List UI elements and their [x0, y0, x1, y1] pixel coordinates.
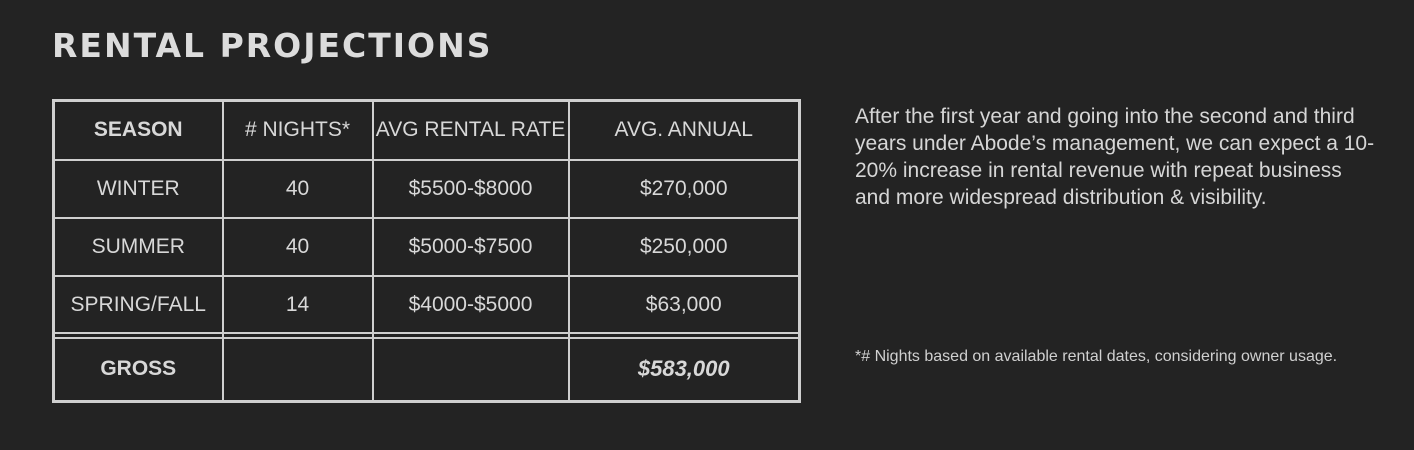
nights-cell: 40	[223, 160, 373, 218]
nights-cell: 40	[223, 218, 373, 276]
annual-cell: $270,000	[569, 160, 800, 218]
gross-nights-cell	[223, 338, 373, 402]
rental-projections-table	[52, 99, 801, 403]
header-avg-rental-rate: AVG RENTAL RATE	[373, 101, 569, 160]
season-cell: WINTER	[54, 160, 223, 218]
table-header-row	[54, 101, 800, 160]
rate-cell: $5000-$7500	[373, 218, 569, 276]
annual-cell: $250,000	[569, 218, 800, 276]
page-title: RENTAL PROJECTIONS	[52, 26, 493, 65]
season-cell: SPRING/FALL	[54, 276, 223, 334]
season-cell: SUMMER	[54, 218, 223, 276]
annual-cell: $63,000	[569, 276, 800, 334]
header-nights: # NIGHTS*	[223, 101, 373, 160]
nights-cell: 14	[223, 276, 373, 334]
gross-row	[54, 338, 800, 402]
gross-label: GROSS	[54, 338, 223, 402]
rate-cell: $4000-$5000	[373, 276, 569, 334]
gross-total: $583,000	[569, 338, 800, 402]
gross-rate-cell	[373, 338, 569, 402]
header-avg-annual: AVG. ANNUAL	[569, 101, 800, 160]
table-row	[54, 218, 800, 276]
table-row	[54, 160, 800, 218]
rate-cell: $5500-$8000	[373, 160, 569, 218]
table-row	[54, 276, 800, 334]
header-season: SEASON	[54, 101, 223, 160]
description-paragraph: After the first year and going into the second and third years under Abode’s management, we can expect a 10-20% increase in rental revenue with repeat business and more widespread distribution & visibility.	[855, 105, 1375, 209]
footnote: *# Nights based on available rental dates, considering owner usage.	[855, 348, 1338, 365]
